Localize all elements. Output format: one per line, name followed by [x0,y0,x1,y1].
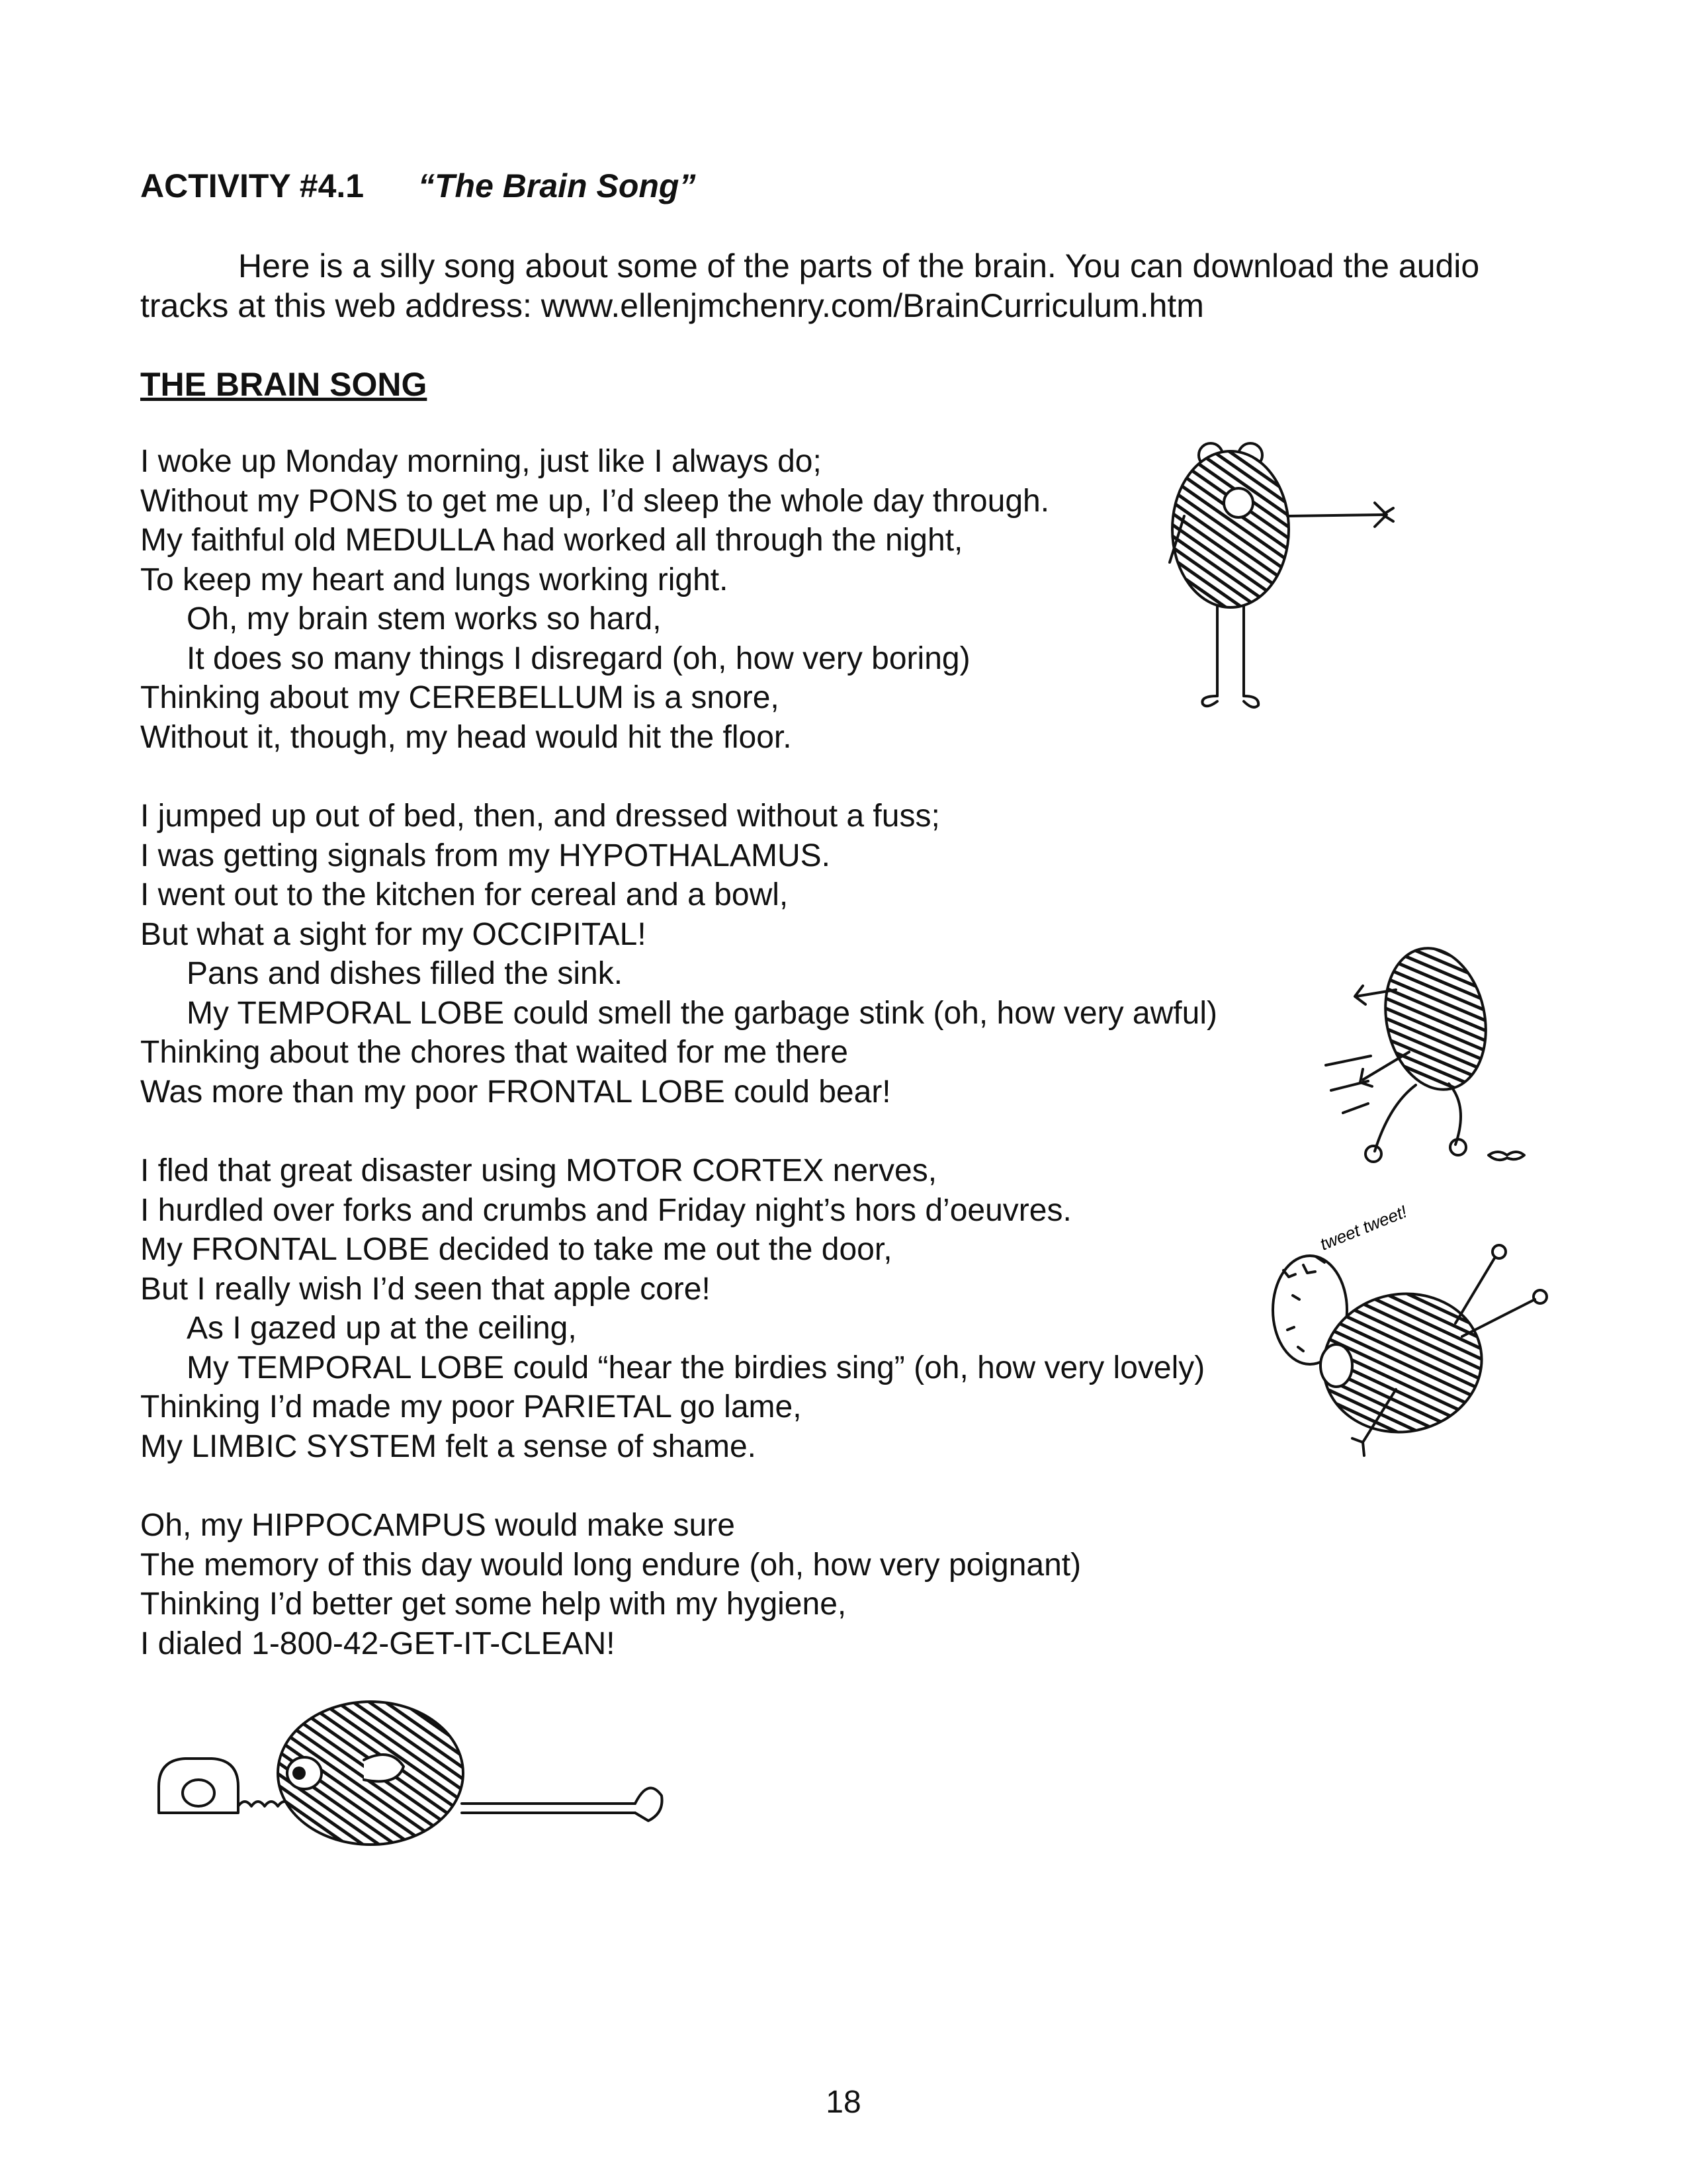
lyric-line: I fled that great disaster using MOTOR CORTEX nerves, [140,1153,937,1188]
lyric-line: I was getting signals from my HYPOTHALAMUS. [140,838,830,873]
lyric-line-indented: Pans and dishes filled the sink. [187,956,623,991]
activity-number: ACTIVITY #4.1 [140,167,365,204]
lyric-line-indented: Oh, my brain stem works so hard, [187,601,662,636]
page-number: 18 [826,2085,861,2120]
lyric-line: Thinking about my CEREBELLUM is a snore, [140,680,779,715]
intro-paragraph [140,246,1516,326]
lyric-line-indented: It does so many things I disregard (oh, how very boring) [187,640,971,676]
lyric-line-indented: My TEMPORAL LOBE could “hear the birdies sing” (oh, how very lovely) [187,1350,1205,1385]
stanza-3 [140,1151,1205,1466]
fingerprint-brain-running-icon [1317,933,1535,1184]
fingerprint-brain-waving-icon [1164,437,1416,715]
lyric-line: Thinking I’d made my poor PARIETAL go lame, [140,1389,802,1424]
lyric-line: Oh, my HIPPOCAMPUS would make sure [140,1508,735,1543]
lyric-line: Without it, though, my head would hit the floor. [140,719,792,755]
lyric-line: But what a sight for my OCCIPITAL! [140,916,646,952]
lyric-line: I hurdled over forks and crumbs and Friday night’s hors d’oeuvres. [140,1192,1072,1228]
activity-heading [140,167,696,205]
lyric-line: Was more than my poor FRONTAL LOBE could bear! [140,1074,891,1110]
lyric-line: Thinking I’d better get some help with my hygiene, [140,1587,847,1622]
stanza-2 [140,797,1217,1112]
lyric-line: The memory of this day would long endure (oh, how very poignant) [140,1547,1082,1583]
lyric-line: But I really wish I’d seen that apple core! [140,1271,711,1307]
lyric-line: Thinking about the chores that waited for me there [140,1035,848,1070]
stanza-1 [140,442,1049,757]
activity-title: “The Brain Song” [418,167,696,204]
fingerprint-brain-fallen-icon [1264,1201,1561,1469]
lyric-line: To keep my heart and lungs working right. [140,562,728,597]
lyric-line-indented: As I gazed up at the ceiling, [187,1311,577,1346]
lyric-line: Without my PONS to get me up, I’d sleep the whole day through. [140,483,1050,519]
lyric-line: I woke up Monday morning, just like I always do; [140,444,822,479]
lyric-line: I jumped up out of bed, then, and dressed without a fuss; [140,799,940,834]
fingerprint-brain-telephone-icon [152,1694,668,1853]
intro-line: Here is a silly song about some of the parts of the brain. You can download the audio [238,247,1480,284]
birdie-text: tweet tweet! [1317,1201,1410,1254]
song-title: THE BRAIN SONG [140,366,427,403]
lyric-line-indented: My TEMPORAL LOBE could smell the garbage stink (oh, how very awful) [187,995,1217,1031]
lyric-line: My faithful old MEDULLA had worked all through the night, [140,523,963,558]
lyric-line: My FRONTAL LOBE decided to take me out the door, [140,1232,892,1267]
intro-line: tracks at this web address: www.ellenjmchenry.com/BrainCurriculum.htm [140,287,1204,324]
lyric-line: I dialed 1-800-42-GET-IT-CLEAN! [140,1626,615,1661]
lyric-line: My LIMBIC SYSTEM felt a sense of shame. [140,1428,756,1464]
stanza-4 [140,1506,1081,1663]
lyric-line: I went out to the kitchen for cereal and a bowl, [140,877,789,912]
